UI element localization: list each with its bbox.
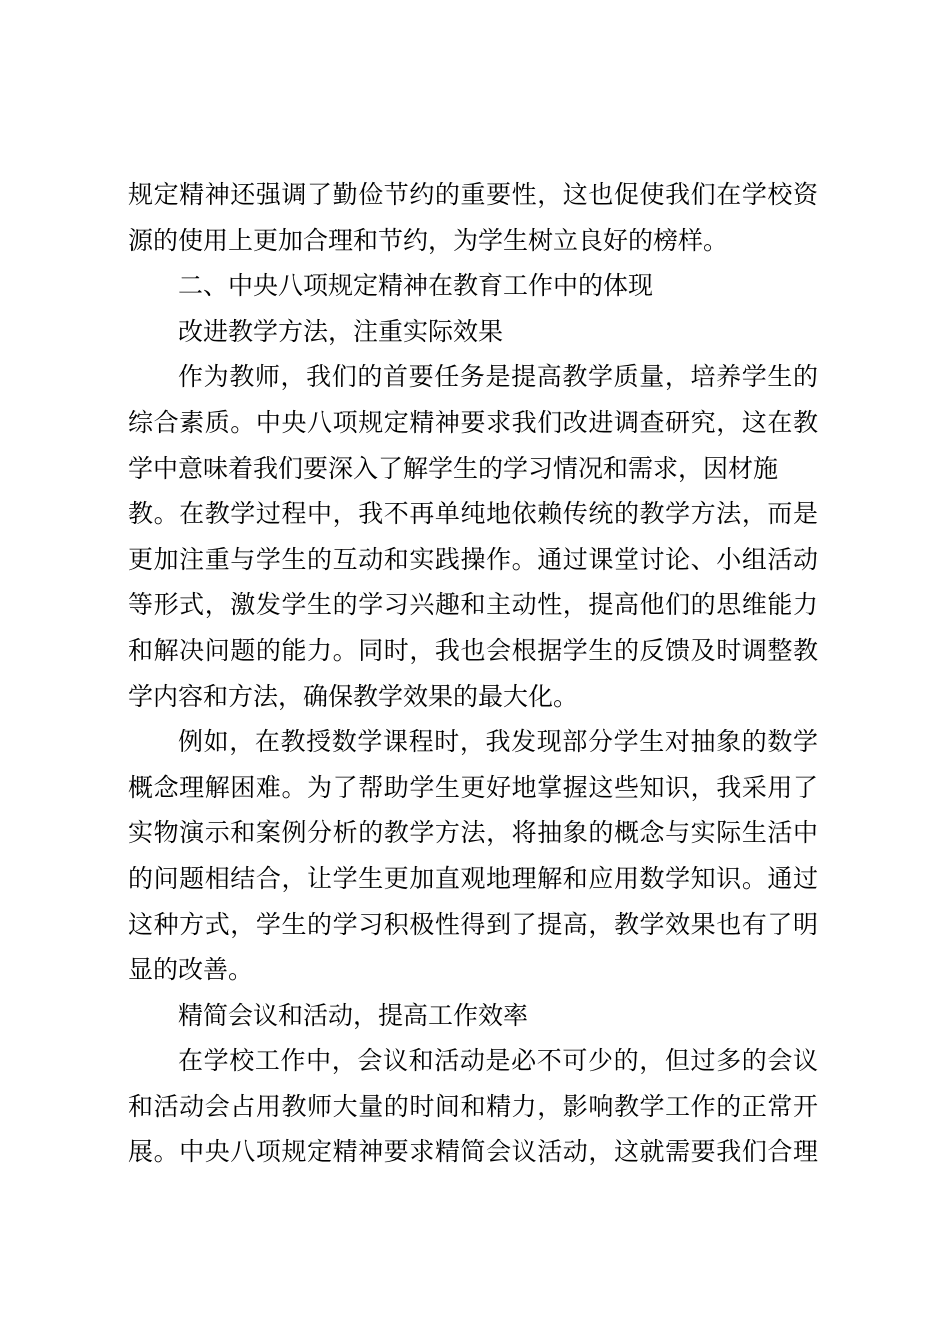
text-line: 教。在教学过程中，我不再单纯地依赖传统的教学方法，而是 (128, 499, 818, 529)
text-line: 学中意味着我们要深入了解学生的学习情况和需求，因材施 (128, 453, 779, 483)
text-line: 显的改善。 (128, 955, 254, 985)
text-line: 例如，在教授数学课程时，我发现部分学生对抽象的数学 (178, 727, 818, 757)
text-line: 综合素质。中央八项规定精神要求我们改进调查研究，这在教 (128, 407, 818, 437)
text-line: 的问题相结合，让学生更加直观地理解和应用数学知识。通过 (128, 863, 818, 893)
subsection-heading: 改进教学方法，注重实际效果 (178, 316, 504, 346)
text-line: 实物演示和案例分析的教学方法，将抽象的概念与实际生活中 (128, 818, 818, 848)
text-line: 和活动会占用教师大量的时间和精力，影响教学工作的正常开 (128, 1091, 818, 1121)
text-line: 学内容和方法，确保教学效果的最大化。 (128, 681, 579, 711)
text-line: 作为教师，我们的首要任务是提高教学质量，培养学生的 (178, 362, 818, 392)
document-body (128, 172, 818, 1175)
text-line: 在学校工作中，会议和活动是必不可少的，但过多的会议 (178, 1046, 818, 1076)
text-line: 规定精神还强调了勤俭节约的重要性，这也促使我们在学校资 (128, 180, 818, 209)
text-line: 展。中央八项规定精神要求精简会议活动，这就需要我们合理 (128, 1137, 818, 1167)
text-line: 概念理解困难。为了帮助学生更好地掌握这些知识，我采用了 (128, 772, 818, 802)
text-line: 等形式，激发学生的学习兴趣和主动性，提高他们的思维能力 (128, 590, 818, 620)
text-line: 和解决问题的能力。同时，我也会根据学生的反馈及时调整教 (128, 635, 818, 665)
text-line: 更加注重与学生的互动和实践操作。通过课堂讨论、小组活动 (128, 544, 818, 574)
text-line: 源的使用上更加合理和节约，为学生树立良好的榜样。 (128, 225, 729, 255)
text-line: 这种方式，学生的学习积极性得到了提高，教学效果也有了明 (128, 909, 818, 939)
subsection-heading: 精简会议和活动，提高工作效率 (178, 1000, 529, 1030)
section-heading: 二、中央八项规定精神在教育工作中的体现 (178, 271, 654, 301)
